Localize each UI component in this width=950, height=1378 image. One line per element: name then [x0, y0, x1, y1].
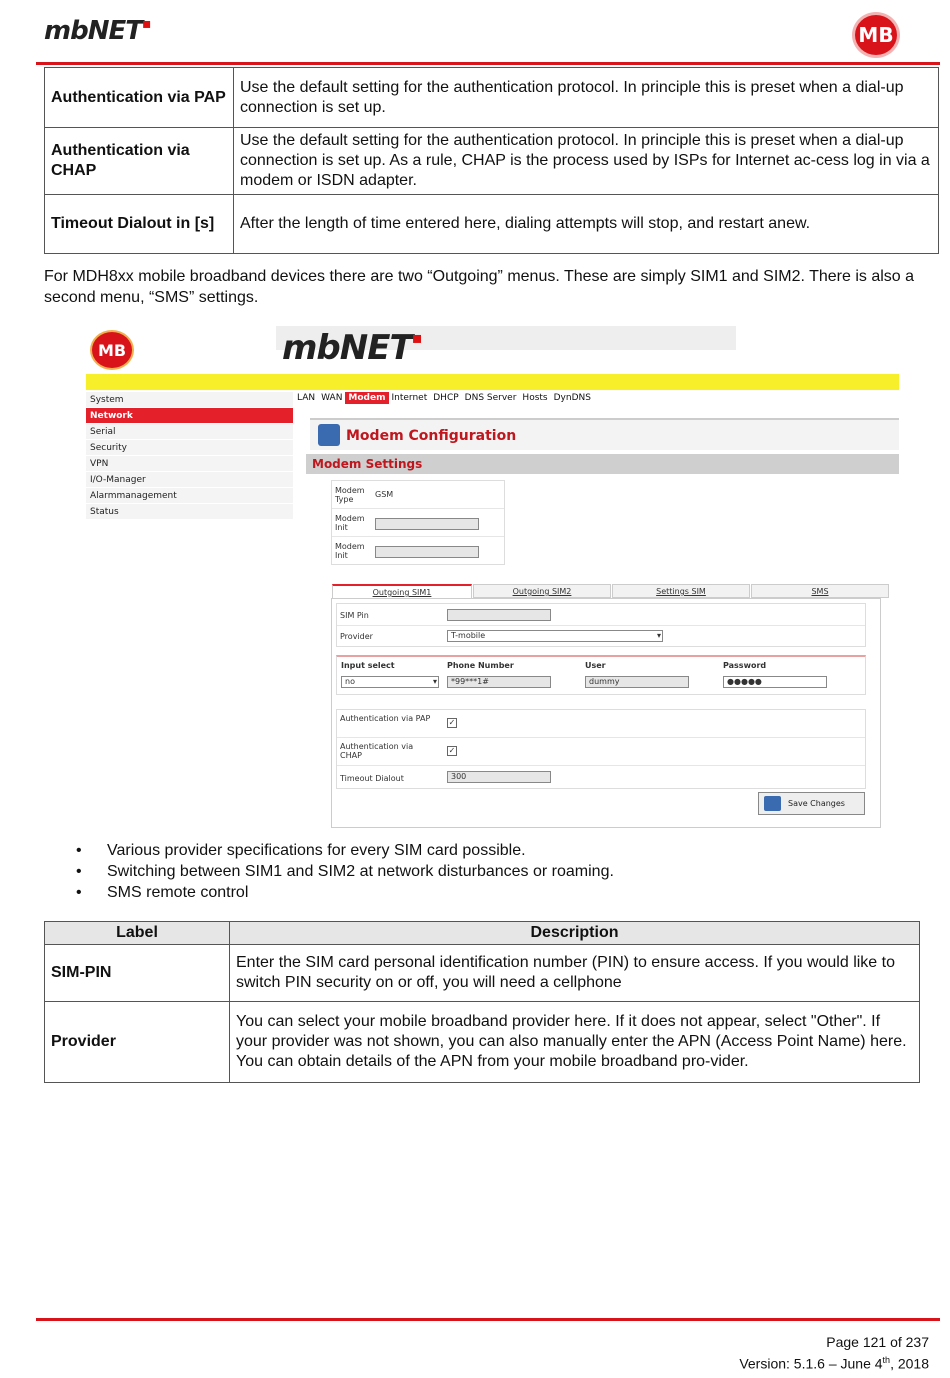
modem-config-title-bar [310, 418, 899, 450]
tab-settings-sim[interactable]: Settings SIM [612, 584, 750, 598]
chevron-down-icon: ▾ [432, 677, 437, 686]
pap-label: Authentication via PAP [340, 714, 431, 723]
user-input[interactable]: dummy [585, 676, 689, 688]
input-select-dropdown[interactable]: no ▾ [341, 676, 439, 688]
modem-settings-heading: Modem Settings [306, 454, 899, 474]
tab-sms[interactable]: SMS [751, 584, 889, 598]
header-rule [36, 62, 940, 65]
side-menu-item-io-manager[interactable]: I/O-Manager [86, 472, 293, 488]
modem-type-label: Modem Type [335, 486, 365, 504]
modem-init-input-2[interactable] [375, 546, 479, 558]
table-row [45, 128, 939, 195]
row-description: After the length of time entered here, dialing attempts will stop, and restart anew. [234, 195, 939, 254]
sim-pin-row [337, 604, 865, 626]
side-menu-item-status[interactable]: Status [86, 504, 293, 520]
dialup-box [336, 655, 866, 695]
page-number: Page 121 of 237 [826, 1334, 929, 1350]
chevron-down-icon: ▾ [656, 631, 661, 640]
nav-wan[interactable]: WAN [321, 393, 343, 403]
intro-paragraph: For MDH8xx mobile broadband devices there are two “Outgoing” menus. These are simply SIM1 and SIM2. There is also a second menu, “SMS” settings. [44, 268, 915, 306]
list-item: • Various provider specifications for every SIM card possible. [76, 840, 614, 861]
timeout-input[interactable]: 300 [447, 771, 551, 783]
row-label: SIM-PIN [45, 945, 230, 1002]
modem-config-title: Modem Configuration [346, 428, 517, 444]
tab-outgoing-sim2[interactable]: Outgoing SIM2 [473, 584, 611, 598]
chap-checkbox[interactable]: ✓ [448, 746, 456, 755]
chap-label: Authentication via CHAP [340, 742, 414, 760]
row-label: Authentication via PAP [45, 68, 234, 128]
modem-type-row [332, 481, 504, 509]
modem-init-label: Modem Init [335, 514, 365, 532]
modem-config-screenshot [86, 326, 899, 836]
side-menu-item-system[interactable]: System [86, 392, 293, 408]
row-label: Timeout Dialout in [s] [45, 195, 234, 254]
modem-type-value: GSM [375, 490, 394, 499]
top-nav [294, 392, 594, 404]
modem-init-label: Modem Init [335, 542, 365, 560]
row-description: Use the default setting for the authentication protocol. In principle this is preset when a dial-up connection is set up. [234, 68, 939, 128]
password-input[interactable]: ●●●●● [723, 676, 827, 688]
mb-badge: MB [852, 12, 900, 58]
row-label: Authentication via CHAP [45, 128, 234, 195]
sim-settings-table [44, 921, 920, 1083]
table-row [45, 68, 939, 128]
save-changes-button[interactable] [758, 792, 865, 815]
tab-outgoing-sim1[interactable]: Outgoing SIM1 [332, 584, 472, 598]
row-label: Provider [45, 1002, 230, 1083]
brand-logo: mbNET▪ [44, 16, 151, 46]
col-phone-number: Phone Number [447, 661, 514, 670]
provider-row [337, 626, 865, 648]
screenshot-brand: mbNET▪ [282, 328, 422, 368]
table-row [45, 195, 939, 254]
auth-settings-table [44, 67, 939, 254]
chap-row [337, 738, 865, 766]
col-password: Password [723, 661, 767, 670]
side-menu [86, 392, 293, 520]
sim-pin-input[interactable] [447, 609, 551, 621]
modem-init-row [332, 537, 504, 565]
nav-hosts[interactable]: Hosts [522, 393, 548, 403]
page-footer [739, 1333, 929, 1373]
provider-select[interactable]: T-mobile ▾ [447, 630, 663, 642]
provider-label: Provider [340, 632, 373, 641]
list-item: • SMS remote control [76, 882, 614, 903]
sim-tabs [332, 584, 890, 598]
col-user: User [585, 661, 606, 670]
side-menu-item-vpn[interactable]: VPN [86, 456, 293, 472]
table-row [45, 1002, 920, 1083]
row-description: Use the default setting for the authentication protocol. In principle this is preset when a dial-up connection is set up. As a rule, CHAP is the process used by ISPs for Internet ac-cess log in via a modem or ISDN adapter. [234, 128, 939, 195]
sim-pin-label: SIM Pin [340, 611, 369, 620]
nav-lan[interactable]: LAN [297, 393, 316, 403]
table-header-row [45, 922, 920, 945]
modem-init-row [332, 509, 504, 537]
nav-dhcp[interactable]: DHCP [433, 393, 459, 403]
side-menu-item-security[interactable]: Security [86, 440, 293, 456]
nav-dns-server[interactable]: DNS Server [464, 393, 517, 403]
nav-modem[interactable]: Modem [345, 392, 388, 404]
save-icon [764, 796, 781, 811]
modem-icon [318, 424, 340, 446]
list-item: • Switching between SIM1 and SIM2 at network disturbances or roaming. [76, 861, 614, 882]
phone-number-input[interactable]: *99***1# [447, 676, 551, 688]
auth-options-box [336, 709, 866, 789]
header-description: Description [230, 922, 920, 945]
footer-rule [36, 1318, 940, 1321]
timeout-label: Timeout Dialout [340, 774, 404, 783]
side-menu-item-network[interactable]: Network [86, 408, 293, 424]
side-menu-item-serial[interactable]: Serial [86, 424, 293, 440]
row-description: Enter the SIM card personal identification number (PIN) to ensure access. If you would like to switch PIN security on or off, you will need a cellphone [230, 945, 920, 1002]
timeout-row [337, 766, 865, 790]
version-info: Version: 5.1.6 – June 4th, 2018 [739, 1355, 929, 1372]
modem-settings-box [331, 480, 505, 565]
col-input-select: Input select [341, 661, 395, 670]
nav-dyndns[interactable]: DynDNS [553, 393, 591, 403]
pap-row [337, 710, 865, 738]
yellow-band [86, 374, 899, 390]
side-menu-item-alarmmanagement[interactable]: Alarmmanagement [86, 488, 293, 504]
sim-provider-box [336, 603, 866, 647]
feature-list [76, 840, 614, 903]
save-changes-label: Save Changes [788, 799, 845, 808]
row-description: You can select your mobile broadband provider here. If it does not appear, select "Other". If your provider was not shown, you can also manually enter the APN (Access Point Name) here. You can obtain details of the APN from your mobile broadband pro-vider. [230, 1002, 920, 1083]
screenshot-mb-badge: MB [90, 330, 134, 370]
modem-init-input-1[interactable] [375, 518, 479, 530]
nav-internet[interactable]: Internet [391, 393, 428, 403]
header-label: Label [45, 922, 230, 945]
table-row [45, 945, 920, 1002]
pap-checkbox[interactable]: ✓ [448, 718, 456, 727]
